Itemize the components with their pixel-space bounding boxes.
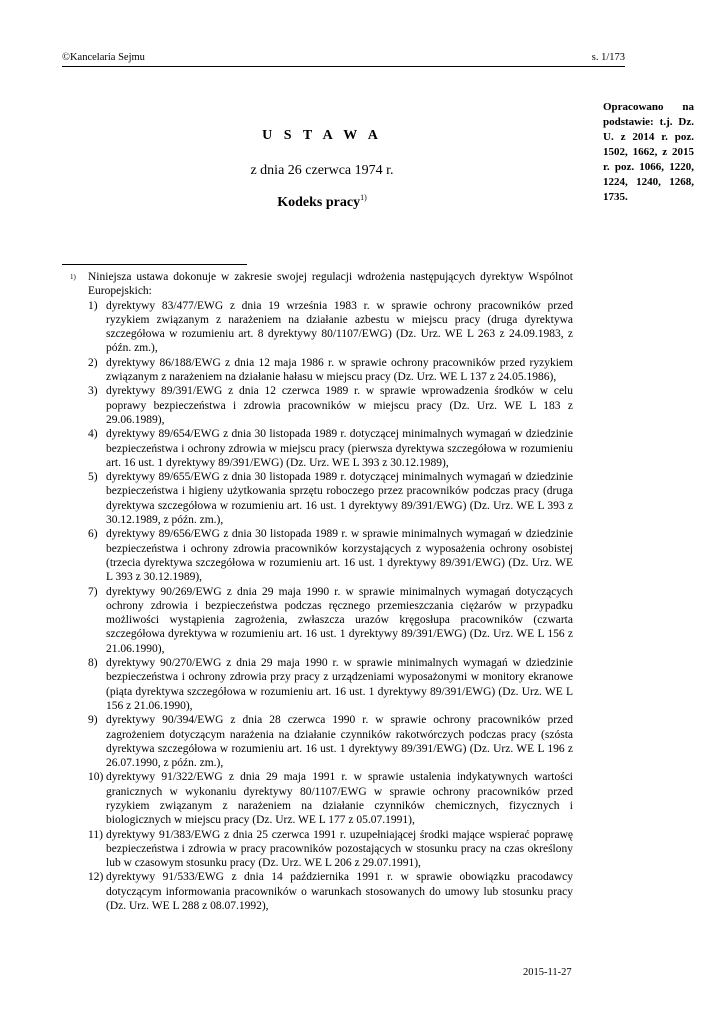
directive-number: 5) — [88, 471, 98, 484]
directive-text: dyrektywy 89/391/EWG z dnia 12 czerwca 1989 r. w sprawie wprowadzenia środków w celu poprawy bezpieczeństwa i zdrowia pracowników w miejscu pracy (Dz. Urz. WE L 183 z 29.06.1989), — [106, 385, 573, 426]
directive-text: dyrektywy 90/270/EWG z dnia 29 maja 1990 r. w sprawie minimalnych wymagań w dziedzinie bezpieczeństwa i ochrony zdrowia przy pracy z urządzeniami wyposażonymi w monitory ekranowe (piąta dyrektywa szczegółowa w rozumieniu art. 16 ust. 1 dyrektywy 89/391/EWG) (Dz. Urz. WE L 156 z 21.06.1990), — [106, 657, 573, 712]
footnote — [62, 270, 573, 913]
document-date: z dnia 26 czerwca 1974 r. — [250, 163, 394, 178]
directive-text: dyrektywy 89/656/EWG z dnia 30 listopada 1989 r. w sprawie minimalnych wymagań w dziedzinie bezpieczeństwa i ochrony zdrowia pracowników korzystających z wyposażenia ochrony osobistej (trzecia dyrektywa szczegółowa w rozumieniu art. 16 ust. 1 dyrektywy 89/391/EWG) (Dz. Urz. WE L 393 z 30.12.1989), — [106, 528, 573, 584]
document-title-text: Kodeks pracy — [277, 195, 361, 210]
directive-number: 11) — [88, 828, 103, 841]
directive-text: dyrektywy 91/533/EWG z dnia 14 października 1991 r. w sprawie obowiązku pracodawcy dotyczącym informowania pracowników o warunkach stosowanych do umowy lub stosunku pracy (Dz. Urz. WE L 288 z 08.07.1992), — [106, 871, 573, 913]
document-title — [62, 193, 582, 211]
footnote-reference[interactable]: 1) — [360, 193, 367, 202]
directive-item — [62, 713, 573, 770]
directive-text: dyrektywy 89/655/EWG z dnia 30 listopada 1989 r. dotyczącej minimalnych wymagań w dziedzinie bezpieczeństwa i higieny użytkowania sprzętu roboczego przez pracowników podczas pracy (druga dyrektywa szczegółowa w rozumieniu art. 16 ust. 1 dyrektywy 89/391/EWG) (Dz. Urz. WE L 393 z 30.12.1989, z późn. zm.), — [106, 471, 573, 527]
directive-text: dyrektywy 83/477/EWG z dnia 19 września 1983 r. w sprawie ochrony pracowników przed ryzykiem związanym z narażeniem na działanie azbestu w miejscu pracy (druga dyrektywa szczegółowa w rozumieniu art. 8 dyrektywy 80/1107/EWG) (Dz. Urz. WE L 263 z 24.09.1983, z późn. zm.), — [106, 299, 573, 355]
footnote-intro: Niniejsza ustawa dokonuje w zakresie swojej regulacji wdrożenia następujących dyrektyw Wspólnot Europejskich: — [88, 271, 573, 298]
header-page-number: s. 1/173 — [591, 52, 625, 63]
directive-number: 7) — [88, 585, 98, 598]
footnote-marker: 1) — [70, 273, 76, 281]
directive-number: 8) — [88, 657, 98, 670]
directive-text: dyrektywy 89/654/EWG z dnia 30 listopada 1989 r. dotyczącej minimalnych wymagań w dziedzinie bezpieczeństwa i ochrony zdrowia w miejscu pracy (pierwsza dyrektywa szczegółowa w rozumieniu art. 16 ust. 1 dyrektywy 89/391/EWG) (Dz. Urz. WE L 393 z 30.12.1989), — [106, 428, 573, 469]
directive-item — [62, 356, 573, 385]
document-type: U S T A W A — [262, 128, 382, 143]
directive-text: dyrektywy 86/188/EWG z dnia 12 maja 1986 r. w sprawie ochrony pracowników przed ryzykiem związanym z narażeniem na działanie hałasu w miejscu pracy (Dz. Urz. WE L 137 z 24.05.1986), — [106, 356, 573, 384]
directive-item — [62, 527, 573, 584]
directive-text: dyrektywy 90/394/EWG z dnia 28 czerwca 1990 r. w sprawie ochrony pracowników przed zagrożeniem dotyczącym narażenia na działanie czynników rakotwórczych podczas pracy (szósta dyrektywa szczegółowa w rozumieniu art. 16 ust. 1 dyrektywy 89/391/EWG) (Dz. Urz. WE L 196 z 26.07.1990, z późn. zm.), — [106, 714, 573, 770]
directive-number: 2) — [88, 356, 98, 369]
directive-item — [62, 427, 573, 470]
directive-item — [62, 770, 573, 827]
directive-item — [62, 870, 573, 913]
directive-list — [62, 299, 573, 914]
directive-item — [62, 299, 573, 356]
directive-item — [62, 585, 573, 656]
directive-number: 4) — [88, 428, 98, 441]
directive-item — [62, 656, 573, 713]
directive-number: 6) — [88, 528, 98, 541]
directive-item — [62, 828, 573, 871]
directive-number: 3) — [88, 385, 98, 398]
page-header — [62, 52, 625, 67]
directive-number: 9) — [88, 714, 98, 727]
directive-number: 1) — [88, 299, 98, 312]
directive-item — [62, 470, 573, 527]
directive-number: 10) — [88, 771, 104, 784]
source-note: Opracowano na podstawie: t.j. Dz. U. z 2014 r. poz. 1502, 1662, z 2015 r. poz. 1066, 1220, 1224, 1240, 1268, 1735. — [603, 101, 694, 203]
directive-number: 12) — [88, 871, 104, 884]
directive-item — [62, 384, 573, 427]
footnote-separator — [62, 264, 247, 265]
directive-text: dyrektywy 91/383/EWG z dnia 25 czerwca 1991 r. uzupełniającej środki mające wspierać poprawę bezpieczeństwa i zdrowia w pracy pracowników pozostających w stosunku pracy na czas określony lub w czasowym stosunku pracy (Dz. Urz. WE L 206 z 29.07.1991), — [106, 828, 573, 870]
directive-text: dyrektywy 91/322/EWG z dnia 29 maja 1991 r. w sprawie ustalenia indykatywnych wartości granicznych w wykonaniu dyrektywy 80/1107/EWG w sprawie ochrony pracowników przed ryzykiem związanym z narażeniem na działanie czynników chemicznych, fizycznych i biologicznych w miejscu pracy (Dz. Urz. WE L 177 z 05.07.1991), — [106, 771, 573, 827]
footer-date: 2015-11-27 — [523, 967, 572, 978]
header-publisher: ©Kancelaria Sejmu — [62, 52, 145, 63]
directive-text: dyrektywy 90/269/EWG z dnia 29 maja 1990 r. w sprawie minimalnych wymagań dotyczących ochrony zdrowia i bezpieczeństwa podczas ręcznego przemieszczania ciężarów w przypadku możliwości wystąpienia zagrożenia, zwłaszcza urazów kręgosłupa pracowników (czwarta szczegółowa dyrektywa w rozumieniu art. 16 ust. 1 dyrektywy 89/391/EWG) (Dz. Urz. WE L 156 z 21.06.1990), — [106, 585, 573, 655]
